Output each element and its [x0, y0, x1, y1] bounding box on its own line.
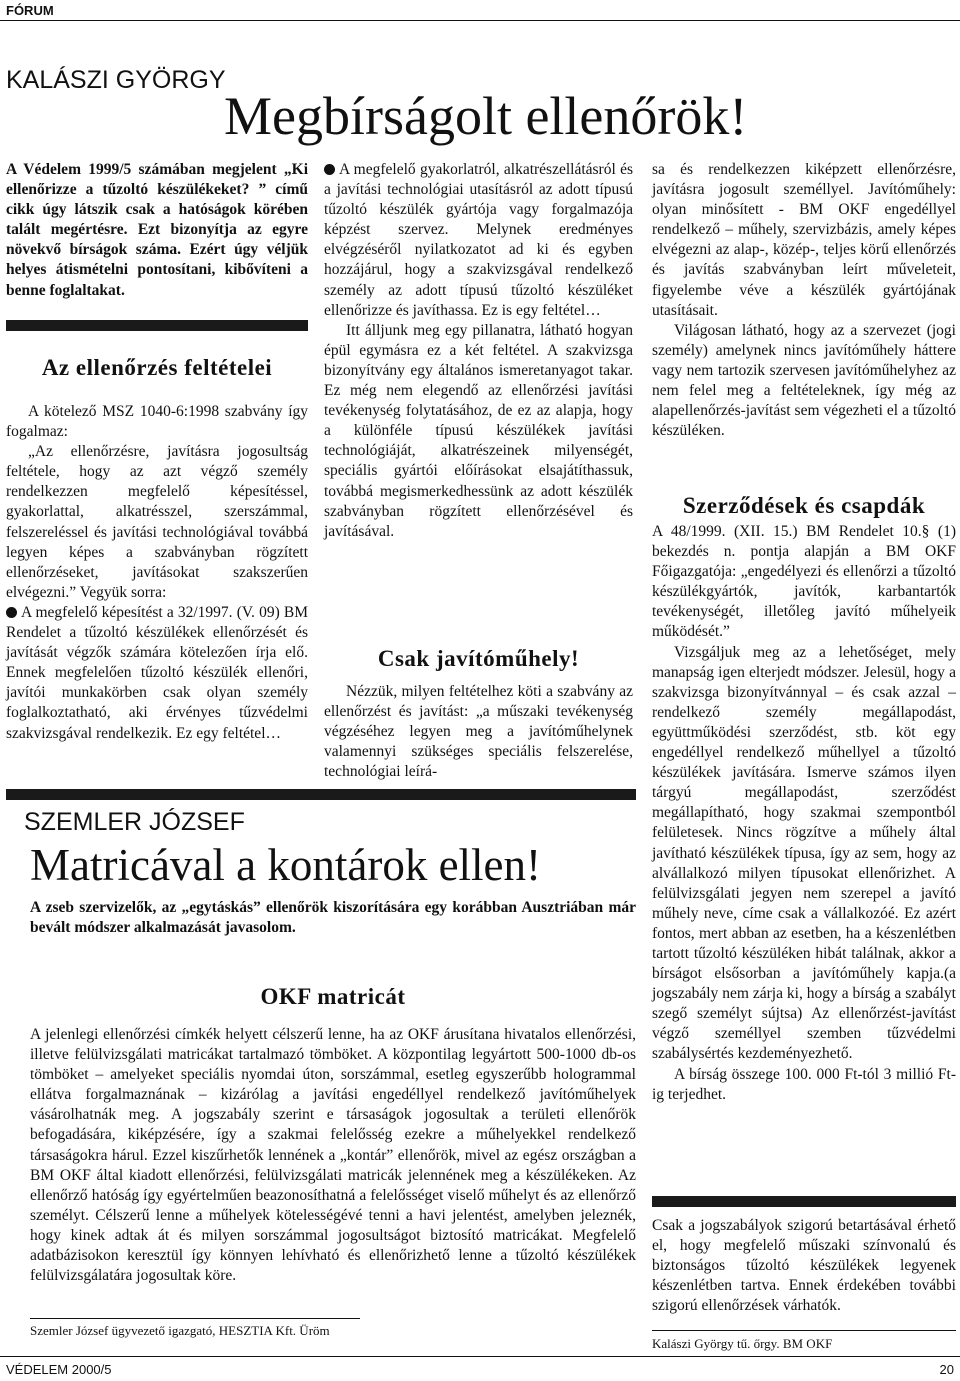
article-title: Matricával a kontárok ellen! [30, 840, 542, 890]
footer-magazine: VÉDELEM 2000/5 [6, 1362, 112, 1377]
column-1-body [6, 402, 308, 744]
bullet-icon [324, 164, 335, 175]
signature: Kalászi György tű. őrgy. BM OKF [652, 1336, 833, 1351]
header-rule [0, 20, 960, 21]
paragraph: A kötelező MSZ 1040-6:1998 szabvány így fogalmaz: [6, 403, 308, 441]
paragraph: Vizsgáljuk meg az a lehetőséget, mely manapság igen elterjedt módszer. Jelesül, hogy a szakvizsga bizonyítvánnyal – és csak azzal – rendelkező személy megállapodást, együttműködési szerződést, stb. köt egy engedéllyel rendelkező műhellyel a tűzoltó készülékek javítására. Ismerve számos ilyen tárgyú megállapodást, szerződést megállapítható, hogy szakmai szempontból felületesek. Nincs rögzítve a műhely által javítható készülékek típusa, így az sem, hogy az alvállalkozó milyen típusokat ellenőrizhet. A felülvizsgálati jegyen nem szerepel a javító műhely neve, címe csak a vállalkozóé. Ez azért fontos, mert abban az esetben, ha a készenlétben tartott tűzoltó készüléken hibát találnak, akkor a bírságot elsősorban a javítóműhely kapja.(a jogszabály nem zárja ki, hogy a bírság a szabályt szegő személyt sújtsa) Az ellenőrzést-javítást végző személlyel szemben tűzvédelmi szabálysértés kezdeményezhető. [652, 643, 956, 1063]
body-paragraph: A jelenlegi ellenőrzési címkék helyett célszerű lenne, ha az OKF árusítana hivatalos ellenőrzési, illetve felülvizsgálati matricákat tartalmazó tömböket. A központilag legyártott 500-1000 db-os tömböket – amelyeket speciális nyomdai úton, sorszámmal, esetleg egyszerűbb hologrammal ellátva forgalmaznának – kizárólag a javítási engedéllyel rendelkező javítóműhelyek vásárolhatnák meg. A jogszabály szerint e társaságok jogosultak a területi ellenőrök befogadására, kiképzésére, így a szakmai felelősség ezekre a műhelyekkel rendelkező társaságokra hárul. Ezzel kiszűrhetők lennének a „kontár” ellenőrök, mivel az egész országban a BM OKF által kiadott ellenőrzési, felülvizsgálati matricák jelennének meg a készülékeken. Az ellenőrző hatóság így egyértelműen beazonosíthatná a felelősséget viselő műhelyt és az ellenőrző személyt. Célszerű lenne a műhelyek kötelességévé tenni a havi jelentést, amelyben jeleznék, hogy kinek adtak át és milyen sorszámmal jogosultságot biztosító matricákat. Megfelelő adatbázisokon keresztül így könnyen lehívható és ellenőrizhető lenne a tűzoltó készülékek felülvizsgálatára jogosultak köre. [30, 1026, 636, 1285]
signature-rule [652, 1330, 956, 1331]
bullet-paragraph: A megfelelő gyakorlatról, alkatrészellátásról és a javítási technológiai utasításról az adott típusú tűzoltó készülék gyártója vagy forgalmazója képzést szervez. Melynek eredményes elvégzéséről nyilatkozatot ad ki és egyben hozzájárul, hogy a szakvizsgával rendelkező személy az adott típusú tűzoltó készüléket ellenőrizze és javíthassa. Ez is egy feltétel… [324, 161, 633, 319]
article-title: Megbírságolt ellenőrök! [224, 86, 748, 146]
section-heading: Szerződések és csapdák [682, 493, 926, 518]
author-name: SZEMLER JÓZSEF [24, 808, 245, 836]
section-label: FÓRUM [6, 3, 54, 18]
footnote: Szemler József ügyvezető igazgató, HESZTIA Kft. Üröm [30, 1323, 330, 1338]
column-3-body [652, 522, 956, 1105]
divider-bar [6, 320, 308, 331]
footnote-rule [30, 1318, 360, 1319]
author-name: KALÁSZI GYÖRGY [6, 66, 226, 94]
page-number: 20 [939, 1362, 954, 1377]
paragraph: sa és rendelkezzen kiképzett ellenőrzésre, javításra jogosult személlyel. Javítóműhely: olyan minősített - BM OKF engedéllyel rendelkező – műhely, szervizbázis, amely képes elvégezni az alap-, közép-, teljes körű ellenőrzés és javítás szabványban leírt műveleteit, figyelembe véve a készülék gyártójának utasításait. [652, 161, 956, 319]
section-heading: Az ellenőrzés feltételei [41, 355, 273, 380]
paragraph: A bírság összege 100. 000 Ft-tól 3 millió Ft-ig terjedhet. [652, 1065, 956, 1103]
column-2-body [324, 682, 633, 782]
summary-box: Csak a jogszabályok szigorú betartásával érhető el, hogy megfelelő műszaki színvonalú és biztonságos tűzoltó készülékek legyenek készenlétben tartva. Ennek érdekében további szigorú ellenőrzések várhatók. [652, 1217, 956, 1315]
paragraph: A 48/1999. (XII. 15.) BM Rendelet 10.§ (1) bekezdés n. pontja alapján a BM OKF Főigazgatója: „engedélyezi és ellenőrzi a tűzoltó készülékgyártók, javítók, karbantartók tevékenységét, illetőleg javító műhelyeik működését.” [652, 523, 956, 641]
bullet-paragraph: A megfelelő képesítést a 32/1997. (V. 09) BM Rendelet a tűzoltó készülékek ellenőrzését és javítását végzők számára kötelezően írja elő. Ennek megfelelően tűzoltó készülék ellenőri, javítói munkakörben csak olyan személy foglalkoztatható, aki érvényes tűzvédelmi szakvizsgával rendelkezik. Ez egy feltétel… [6, 603, 308, 742]
divider-bar [6, 789, 636, 800]
column-1 [6, 160, 308, 301]
column-2 [324, 160, 633, 542]
paragraph: Nézzük, milyen feltételhez köti a szabvány az ellenőrzést és javítást: „a műszaki tevékenység végzéséhez legyen meg a javítóműhelynek valamennyi szükséges speciális felszerelése, technológiai leírá- [324, 683, 633, 781]
footer-rule [0, 1356, 960, 1357]
divider-bar [652, 1196, 956, 1207]
section-heading: OKF matricát [260, 984, 406, 1009]
section-heading: Csak javítóműhely! [377, 646, 580, 671]
lead-paragraph: A Védelem 1999/5 számában megjelent „Ki ellenőrizze a tűzoltó készülékeket? ” című cikk úgy látszik csak a hatóságok körében talált megértésre. Ezt bizonyítja az egyre növekvő bírságok száma. Ezért úgy véljük helyes átismételni pontosítani, kibővíteni a benne foglaltakat. [6, 161, 308, 299]
lead-paragraph: A zseb szervizelők, az „egytáskás” ellenőrök kiszorítására egy korábban Ausztriában már bevált módszer alkalmazását javasolom. [30, 899, 636, 937]
paragraph: Világosan látható, hogy az a szervezet (jogi személy) amelynek nincs javítóműhely háttere vagy nem tartozik szervesen javítóműhelyhez az nem felel meg a feltételeknek, így még az alapellenőrzés-javítást sem végezheti el a tűzoltó készüléken. [652, 321, 956, 440]
quote-paragraph: „Az ellenőrzésre, javításra jogosultság feltétele, hogy az azt végző személy rendelkezzen megfelelő képesítéssel, gyakorlattal, alkatrésszel, szerszámmal, felszereléssel és javítási technológiával továbbá legyen képes a szabványban rögzített ellenőrzéseket, javításokat szakszerűen elvégezni.” Vegyük sorra: [6, 443, 308, 601]
column-3 [652, 160, 956, 441]
paragraph: Itt álljunk meg egy pillanatra, látható hogyan épül egymásra ez a két feltétel. A szakvizsga bizonyítvány egy általános ismeretanyagot takar. Ez még nem elegendő az ellenőrzési javítási tevékenység folytatásához, de ez az alapja, hogy a különféle típusú készülékek javítási technológiáját, alkatrészeinek milyenségét, speciális gyártói előírásokat elsajátíthassuk, továbbá megismerkedhessünk az adott készülék szabványban rögzített ellenőrzésével és javításával. [324, 321, 633, 540]
bullet-icon [6, 607, 17, 618]
